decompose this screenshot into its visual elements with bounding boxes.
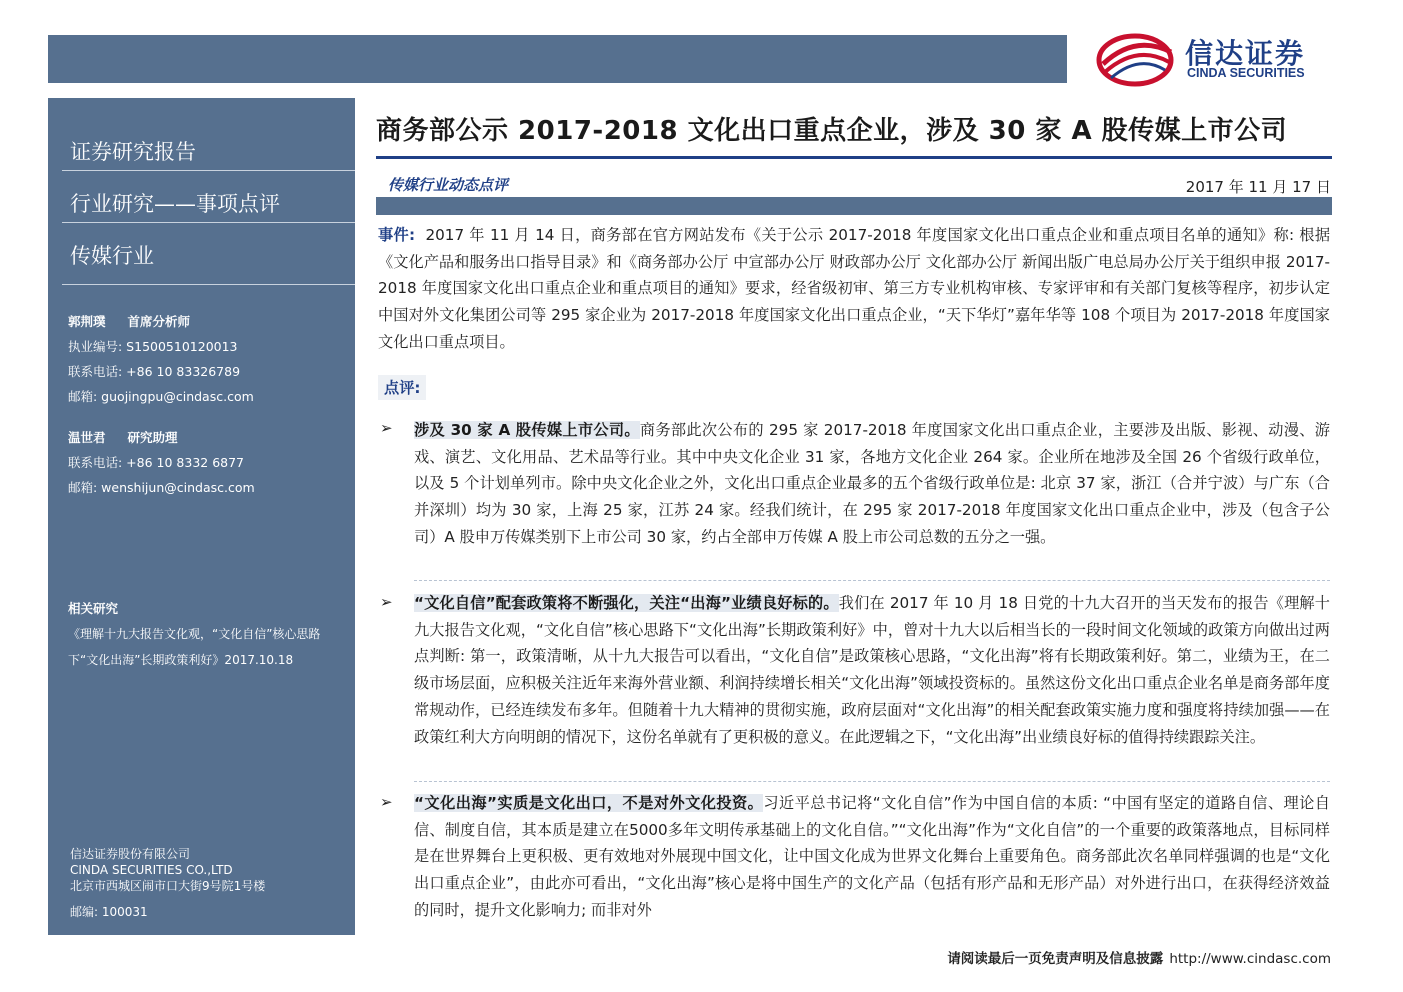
page-footer bbox=[947, 947, 1331, 967]
disclaimer-note: 请阅读最后一页免责声明及信息披露 bbox=[947, 951, 1164, 967]
related-research-item: 《理解十九大报告文化观，“文化自信”核心思路下“文化出海”长期政策利好》2017.10.18 bbox=[68, 627, 321, 667]
report-subtitle: 传媒行业动态点评 bbox=[388, 176, 509, 194]
title-rule bbox=[376, 156, 1332, 159]
author-email: 邮箱: guojingpu@cindasc.com bbox=[68, 389, 254, 404]
company-address: 北京市西城区闹市口大街9号院1号楼 bbox=[70, 879, 266, 893]
company-name-cn: 信达证券股份有限公司 bbox=[70, 847, 191, 861]
author-name: 温世君 bbox=[68, 430, 106, 445]
bullet-arrow-icon: ➢ bbox=[380, 419, 393, 437]
header-bar bbox=[48, 35, 1067, 83]
author-phone: 联系电话: +86 10 8332 6877 bbox=[68, 455, 245, 470]
bullet-paragraph-2 bbox=[414, 590, 1330, 750]
logo-text-cn: 信达证券 bbox=[1185, 37, 1306, 70]
author-role: 研究助理 bbox=[127, 430, 178, 445]
bullet-heading: “文化自信”配套政策将不断强化，关注“出海”业绩良好标的。 bbox=[414, 594, 839, 612]
company-info bbox=[70, 846, 265, 920]
date-bar bbox=[376, 197, 1332, 215]
report-category: 行业研究——事项点评 bbox=[70, 192, 280, 216]
report-date: 2017 年 11 月 17 日 bbox=[1185, 178, 1331, 196]
comment-label: 点评: bbox=[378, 375, 426, 400]
bullet-heading: “文化出海”实质是文化出口，不是对外文化投资。 bbox=[414, 794, 764, 812]
divider bbox=[62, 284, 355, 285]
industry-name: 传媒行业 bbox=[70, 244, 154, 268]
author-role: 首席分析师 bbox=[127, 314, 191, 329]
bullet-body: 商务部此次公布的 295 家 2017-2018 年度国家文化出口重点企业，主要涉及出版、影视、动漫、游戏、演艺、文化用品、艺术品等行业。其中中央文化企业 31 家，各地方文化企业 264 家。企业所在地涉及全国 26 个省级行政单位，以及 5 个计划单列市。除中央文化企业之外，文化出口重点企业最多的五个省级行政单位是: 北京 37 家，浙江（合并宁波）与广东（合并深圳）均为 30 家，上海 25 家，江苏 24 家。经我们统计，在 295 家 2017-2018 年度国家文化出口重点企业中，涉及（包含子公司）A 股申万传媒类别下上市公司 30 家，约占全部申万传媒 A 股上市公司总数的五分之一强。 bbox=[414, 421, 1330, 546]
bullet-body: 我们在 2017 年 10 月 18 日党的十九大召开的当天发布的报告《理解十九大报告文化观，“文化自信”核心思路下“文化出海”长期政策利好》中，曾对十九大以后相当长的一段时间文化领域的政策方向做出过两点判断: 第一，政策清晰，从十九大报告可以看出，“文化自信”是政策核心思路，“文化出海”将有长期政策利好。第二，业绩为王，在二级市场层面，应积极关注近年来海外营业额、利润持续增长相关“文化出海”领域投资标的。虽然这份文化出口重点企业名单是商务部年度常规动作，已经连续发布多年。但随着十九大精神的贯彻实施，政府层面对“文化出海”的相关配套政策实施力度和强度将持续加强——在政策红利大方向明朗的情况下，这份名单就有了更积极的意义。在此逻辑之下，“文化出海”出业绩良好标的值得持续跟踪关注。 bbox=[414, 594, 1330, 746]
event-label: 事件: bbox=[378, 226, 416, 244]
dashed-divider bbox=[414, 781, 1330, 782]
sidebar bbox=[48, 98, 355, 935]
bullet-arrow-icon: ➢ bbox=[380, 593, 393, 611]
cinda-logo bbox=[1095, 30, 1340, 88]
dashed-divider bbox=[414, 580, 1330, 581]
company-zip: 邮编: 100031 bbox=[70, 905, 148, 919]
bullet-paragraph-1 bbox=[414, 417, 1330, 551]
divider bbox=[62, 222, 355, 223]
event-text: 2017 年 11 月 14 日，商务部在官方网站发布《关于公示 2017-2018 年度国家文化出口重点企业和重点项目名单的通知》称: 根据《文化产品和服务出口指导目录》和《商务部办公厅 中宣部办公厅 财政部办公厅 文化部办公厅 新闻出版广电总局办公厅关于组织申报 2017-2018 年度国家文化出口重点企业和重点项目的通知》要求，经省级初审、第三方专业机构审核、专家评审和有关部门复核等程序，初步认定中国对外文化集团公司等 295 家企业为 2017-2018 年度国家文化出口重点企业，“天下华灯”嘉年华等 108 个项目为 2017-2018 年度国家文化出口重点项目。 bbox=[378, 226, 1331, 351]
logo-text-en: CINDA SECURITIES bbox=[1187, 66, 1305, 80]
related-research-title: 相关研究 bbox=[68, 601, 119, 616]
website-link[interactable]: http://www.cindasc.com bbox=[1169, 951, 1331, 967]
bullet-heading: 涉及 30 家 A 股传媒上市公司。 bbox=[414, 421, 640, 439]
author-block-1 bbox=[68, 309, 254, 409]
author-phone: 联系电话: +86 10 83326789 bbox=[68, 364, 241, 379]
cinda-swoosh-icon bbox=[1095, 30, 1177, 88]
bullet-paragraph-3 bbox=[414, 790, 1330, 924]
author-license: 执业编号: S1500510120013 bbox=[68, 339, 238, 354]
author-block-2 bbox=[68, 425, 255, 500]
bullet-arrow-icon: ➢ bbox=[380, 793, 393, 811]
bullet-body: 习近平总书记将“文化自信”作为中国自信的本质: “中国有坚定的道路自信、理论自信、制度自信，其本质是建立在5000多年文明传承基础上的文化自信。”“文化出海”作为“文化自信”的一个重要的政策落地点，目标同样是在世界舞台上更积极、更有效地对外展现中国文化，让中国文化成为世界文化舞台上重要角色。商务部此次名单同样强调的也是“文化出口重点企业”，由此亦可看出，“文化出海”核心是将中国生产的文化产品（包括有形产品和无形产品）对外进行出口，在获得经济效益的同时，提升文化影响力; 而非对外 bbox=[414, 794, 1330, 919]
divider bbox=[62, 170, 355, 171]
event-paragraph bbox=[378, 222, 1330, 356]
author-name: 郭荆璞 bbox=[68, 314, 106, 329]
report-type: 证券研究报告 bbox=[70, 140, 196, 164]
author-email: 邮箱: wenshijun@cindasc.com bbox=[68, 480, 255, 495]
company-name-en: CINDA SECURITIES CO.,LTD bbox=[70, 863, 233, 877]
report-title: 商务部公示 2017-2018 文化出口重点企业，涉及 30 家 A 股传媒上市公司 bbox=[376, 116, 1288, 146]
